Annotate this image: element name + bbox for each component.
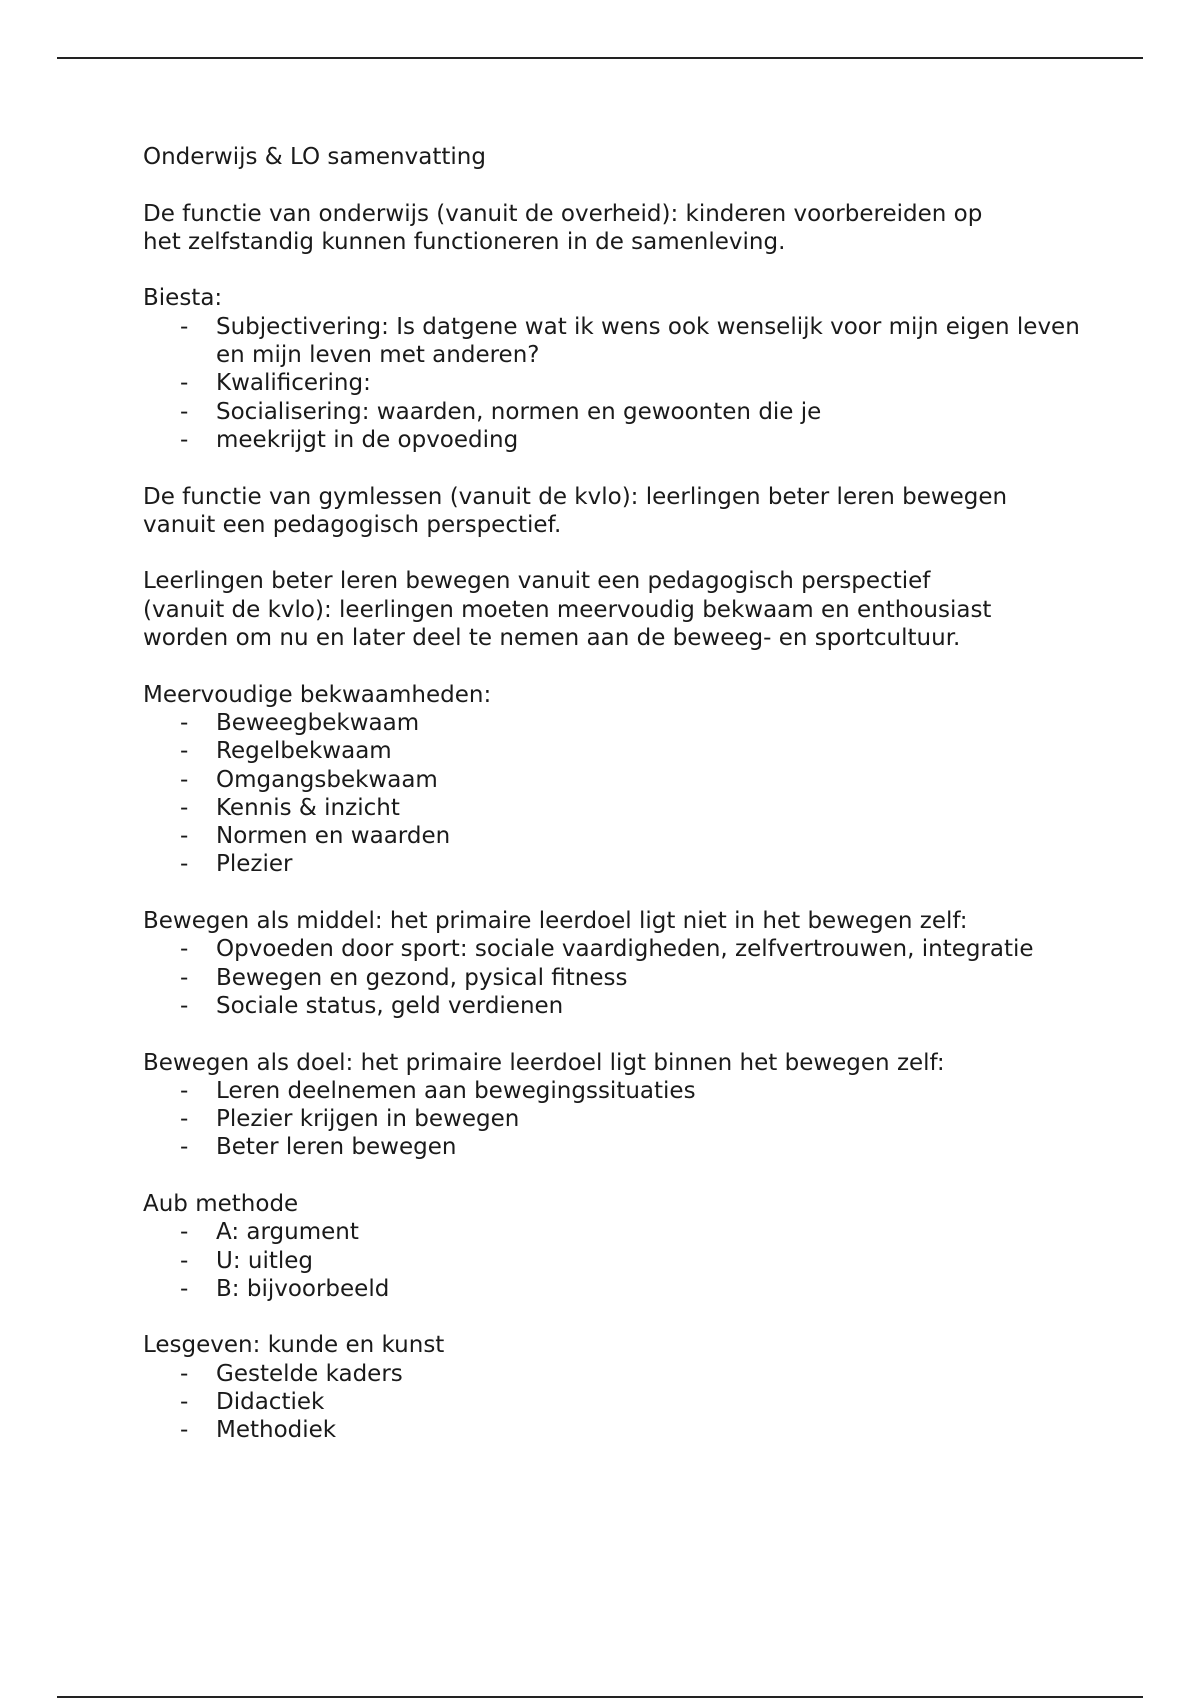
list-item: - Didactiek (180, 1389, 325, 1416)
list-item: - Leren deelnemen aan bewegingssituaties (180, 1077, 696, 1104)
means-heading: Bewegen als middel: het primaire leerdoel ligt niet in het bewegen zelf: (143, 908, 968, 935)
list-item: - Socialisering: waarden, normen en gewoonten die je (180, 398, 822, 425)
list-item: - Normen en waarden (180, 823, 451, 850)
goal-heading: Bewegen als doel: het primaire leerdoel ligt binnen het bewegen zelf: (143, 1049, 945, 1076)
bullet-dash: - (180, 709, 189, 736)
bullet-dash: - (180, 851, 189, 878)
bullet-dash: - (180, 370, 189, 397)
aub-heading: Aub methode (143, 1190, 299, 1217)
teaching-heading: Lesgeven: kunde en kunst (143, 1332, 445, 1359)
teaching-list (143, 1360, 1083, 1445)
list-item: - B: bijvoorbeeld (180, 1275, 390, 1302)
bullet-dash: - (180, 936, 189, 963)
bullet-dash: - (180, 1247, 189, 1274)
list-item: - Gestelde kaders (180, 1360, 403, 1387)
intro-line-2: het zelfstandig kunnen functioneren in de samenleving. (143, 228, 786, 255)
bullet-dash: - (180, 766, 189, 793)
list-item: - Plezier krijgen in bewegen (180, 1106, 520, 1133)
bullet-dash: - (180, 964, 189, 991)
list-item: - U: uitleg (180, 1247, 314, 1274)
list-item: - Kwalificering: (180, 370, 371, 397)
list-item: - Sociale status, geld verdienen (180, 992, 564, 1019)
list-item: - Plezier (180, 851, 293, 878)
bullet-dash: - (180, 1077, 189, 1104)
learning-line-2: (vanuit de kvlo): leerlingen moeten meervoudig bekwaam en enthousiast (143, 596, 992, 623)
bullet-dash: - (180, 794, 189, 821)
bullet-dash: - (180, 1389, 189, 1416)
document-body (143, 143, 1083, 1445)
list-item: - meekrijgt in de opvoeding (180, 426, 519, 453)
list-item: - A: argument (180, 1219, 359, 1246)
intro-line-1: De functie van onderwijs (vanuit de overheid): kinderen voorbereiden op (143, 200, 983, 227)
document-title: Onderwijs & LO samenvatting (143, 144, 486, 170)
bullet-dash: - (180, 426, 189, 453)
goal-list (143, 1077, 1083, 1162)
bullet-dash: - (180, 398, 189, 425)
list-item: - Beter leren bewegen (180, 1134, 457, 1161)
list-item: - Bewegen en gezond, pysical fitness (180, 964, 628, 991)
gym-function-line-2: vanuit een pedagogisch perspectief. (143, 511, 562, 538)
header-rule (57, 57, 1143, 59)
bullet-dash: - (180, 1417, 189, 1444)
bullet-dash: - (180, 992, 189, 1019)
biesta-heading: Biesta: (143, 285, 223, 312)
gym-function-line-1: De functie van gymlessen (vanuit de kvlo): leerlingen beter leren bewegen (143, 483, 1008, 510)
bullet-dash: - (180, 313, 189, 340)
aub-list (143, 1218, 1083, 1303)
bullet-dash: - (180, 1106, 189, 1133)
list-item: - Methodiek (180, 1417, 337, 1444)
bullet-dash: - (180, 1219, 189, 1246)
bullet-dash: - (180, 1275, 189, 1302)
footer-rule (57, 1696, 1143, 1698)
biesta-list (143, 313, 1083, 454)
learning-line-3: worden om nu en later deel te nemen aan de beweeg- en sportcultuur. (143, 625, 961, 652)
bullet-dash: - (180, 1360, 189, 1387)
list-item: - Kennis & inzicht (180, 794, 400, 821)
list-item: - Subjectivering: Is datgene wat ik wens ook wenselijk voor mijn eigen leven en mijn leven met anderen? (180, 313, 1080, 369)
competences-list (143, 709, 1083, 879)
means-list (143, 935, 1083, 1020)
list-item: - Opvoeden door sport: sociale vaardigheden, zelfvertrouwen, integratie (180, 936, 1034, 963)
list-item: - Beweegbekwaam (180, 709, 420, 736)
bullet-dash: - (180, 823, 189, 850)
list-item: - Regelbekwaam (180, 738, 392, 765)
bullet-dash: - (180, 738, 189, 765)
learning-line-1: Leerlingen beter leren bewegen vanuit een pedagogisch perspectief (143, 568, 931, 595)
list-item: - Omgangsbekwaam (180, 766, 438, 793)
competences-heading: Meervoudige bekwaamheden: (143, 681, 492, 708)
bullet-dash: - (180, 1134, 189, 1161)
